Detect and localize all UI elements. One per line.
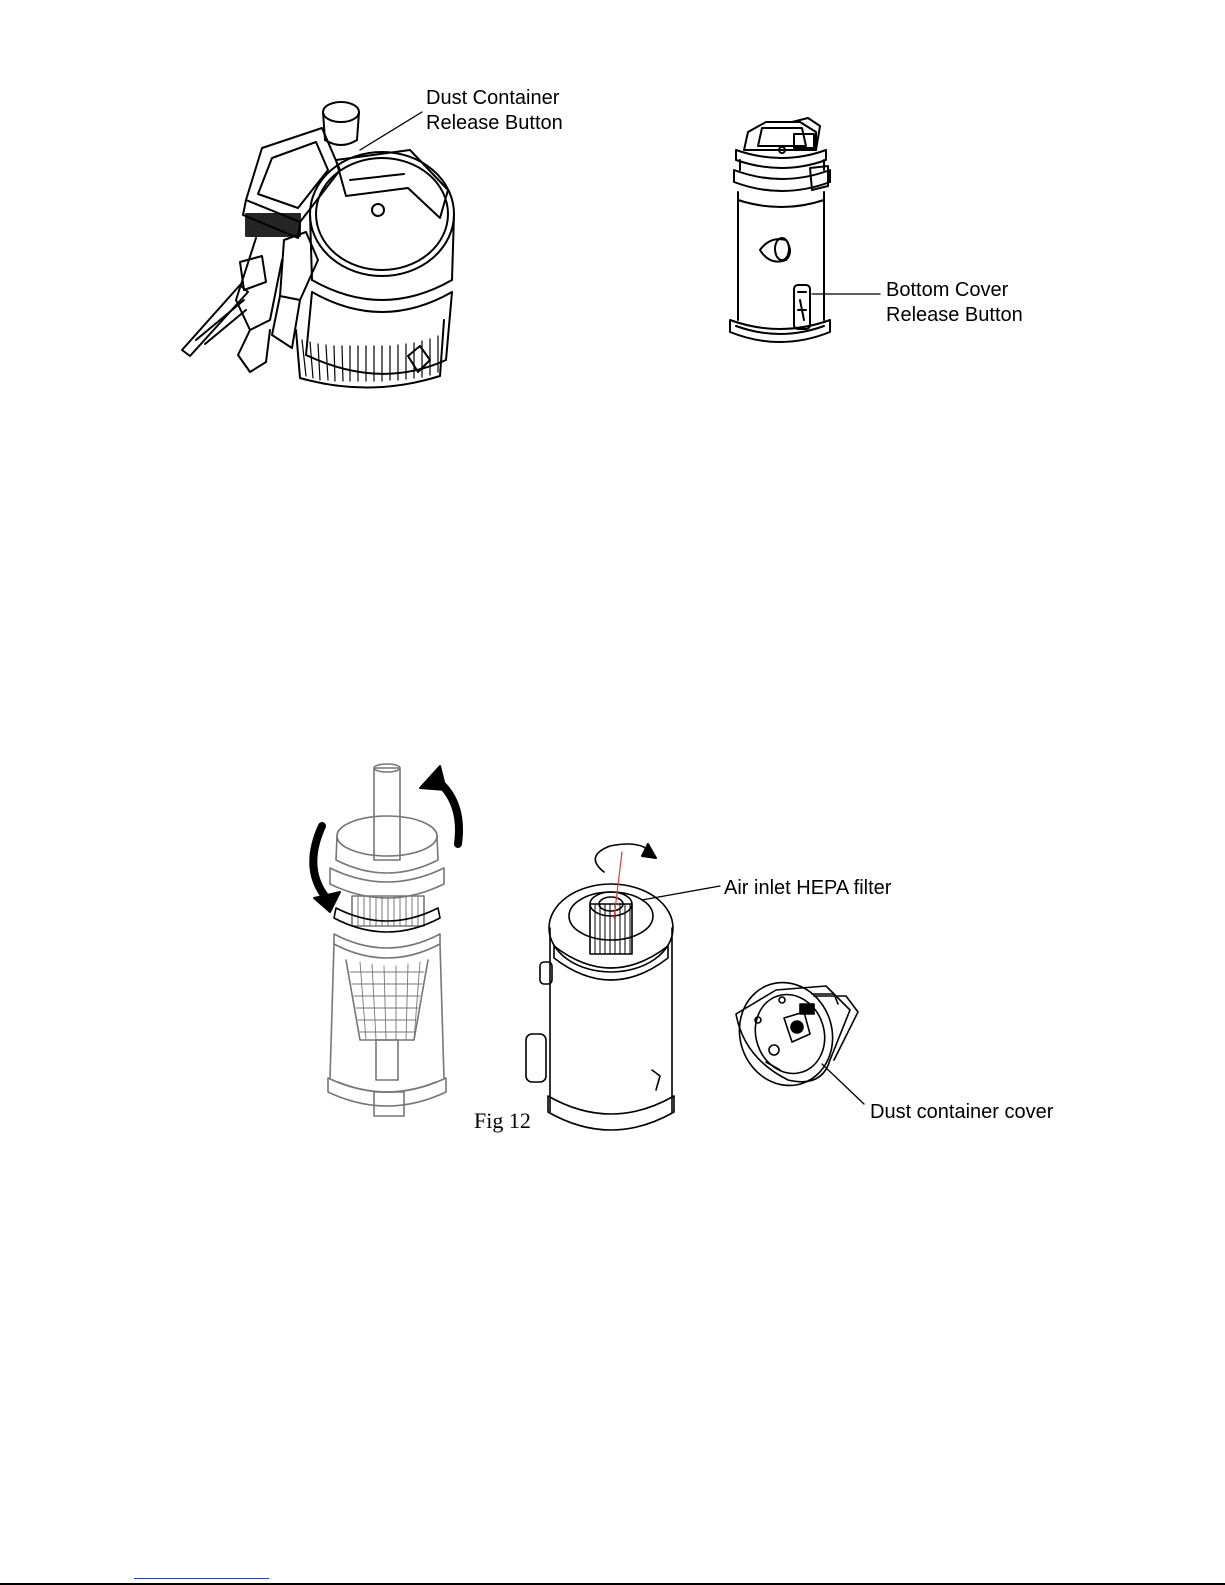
callout-dust-container-cover <box>870 1100 1053 1125</box>
callout-line-2: Release Button <box>886 304 1023 326</box>
callout-bottom-cover-release-button <box>886 278 1023 328</box>
dust-container-drawing <box>730 118 830 342</box>
callout-dust-container-release-button <box>426 86 563 136</box>
leader-line-cover <box>822 1064 864 1104</box>
container-body-with-hepa-drawing <box>526 884 674 1130</box>
rotate-arrow-left-icon <box>313 826 328 900</box>
callout-line-1: Dust Container <box>426 87 560 109</box>
vacuum-handheld-drawing <box>182 102 454 388</box>
cyclone-assembly-drawing <box>328 764 446 1116</box>
twist-arrow-icon <box>595 844 650 872</box>
leader-line-release-button <box>360 112 422 150</box>
footer-link-underline <box>134 1578 269 1579</box>
callout-text: Dust container cover <box>870 1101 1054 1123</box>
figure-caption: Fig 12 <box>474 1108 531 1133</box>
callout-text: Air inlet HEPA filter <box>724 877 892 899</box>
callout-line-1: Bottom Cover <box>886 279 1009 301</box>
callout-line-2: Release Button <box>426 112 563 134</box>
leader-line-hepa <box>642 886 720 900</box>
callout-air-inlet-hepa-filter <box>724 876 891 901</box>
